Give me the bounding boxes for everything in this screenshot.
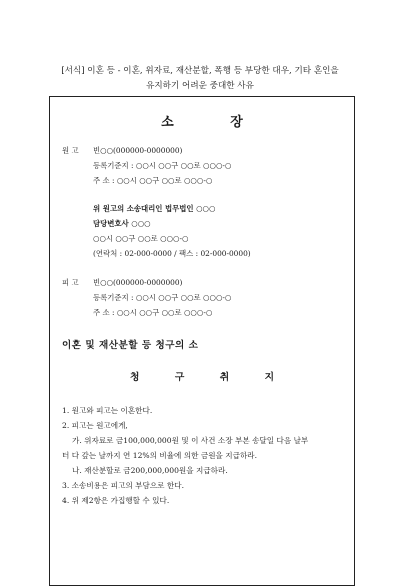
claim-line: 2. 피고는 원고에게, [62,421,128,430]
counsel-contact: (연락처 : 02-000-0000 / 팩스 : 02-000-0000) [93,249,251,258]
claim-line: 터 다 갚는 날까지 연 12%의 비율에 의한 금원을 지급하라. [62,451,258,460]
plaintiff-address: 주 소 : ○○시 ○○구 ○○로 ○○○-○ [93,176,213,185]
defendant-name: 빈○○(000000-0000000) [93,278,183,287]
defendant-registry: 등록기준지 : ○○시 ○○구 ○○로 ○○○-○ [93,293,232,302]
case-title: 이혼 및 재산분할 등 청구의 소 [62,340,199,351]
complaint-document [49,96,355,586]
defendant-role-label: 피 고 [62,278,79,287]
counsel-address: ○○시 ○○구 ○○로 ○○○-○ [93,234,189,243]
counsel-attorney: 담당변호사 ○○○ [93,219,151,228]
claim-line: 4. 위 제2항은 가집행할 수 있다. [62,496,170,505]
claim-line: 나. 재산분할로 금200,000,000원을 지급하라. [72,466,228,475]
defendant-address: 주 소 : ○○시 ○○구 ○○로 ○○○-○ [93,308,213,317]
caption-line-1: [서식] 이혼 등 - 이혼, 위자료, 재산분할, 폭행 등 부당한 대우, 기타 혼인을 [61,66,339,76]
section-heading-claims: 청 구 취 지 [129,372,291,383]
document-caption [20,64,380,94]
caption-line-2: 유지하기 어려운 중대한 사유 [146,81,254,91]
plaintiff-registry: 등록기준지 : ○○시 ○○구 ○○로 ○○○-○ [93,161,232,170]
plaintiff-role-label: 원 고 [62,146,79,155]
claim-line: 1. 원고와 피고는 이혼한다. [62,406,153,415]
document-title: 소 장 [161,115,269,130]
plaintiff-name: 빈○○(000000-0000000) [93,146,183,155]
counsel-firm: 위 원고의 소송대리인 법무법인 ○○○ [93,204,216,213]
claim-line: 3. 소송비용은 피고의 부담으로 한다. [62,481,185,490]
claim-line: 가. 위자료로 금100,000,000원 및 이 사건 소장 부본 송달일 다음 날부 [72,436,309,445]
